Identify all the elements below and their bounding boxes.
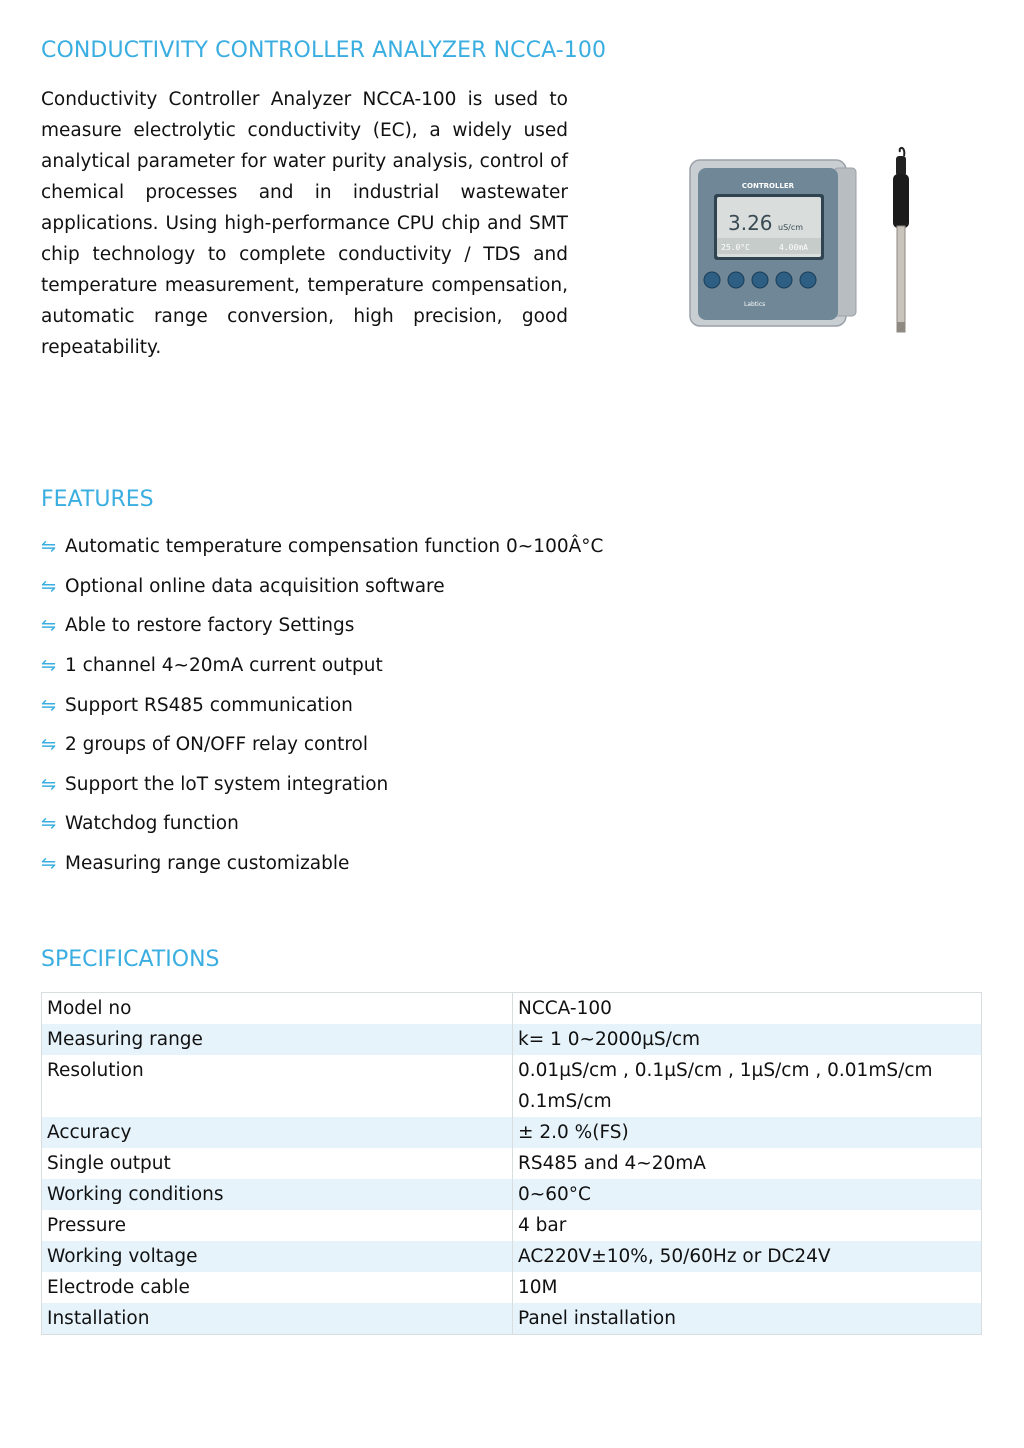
table-row <box>42 993 982 1025</box>
table-row <box>42 1024 982 1055</box>
table-row <box>42 1055 982 1117</box>
exchange-arrows-icon: ⇋ <box>41 615 57 637</box>
product-image <box>684 146 934 338</box>
spec-label: Working voltage <box>42 1241 513 1272</box>
feature-item <box>41 527 603 567</box>
feature-item <box>41 725 603 765</box>
feature-text: Support RS485 communication <box>65 694 353 716</box>
feature-text: Watchdog function <box>65 813 239 835</box>
features-heading: FEATURES <box>41 487 154 512</box>
spec-label: Pressure <box>42 1210 513 1241</box>
exchange-arrows-icon: ⇋ <box>41 773 57 795</box>
spec-value: ± 2.0 %(FS) <box>513 1117 982 1148</box>
table-row <box>42 1179 982 1210</box>
table-row <box>42 1303 982 1335</box>
spec-label: Measuring range <box>42 1024 513 1055</box>
feature-item <box>41 765 603 805</box>
feature-text: Able to restore factory Settings <box>65 615 355 637</box>
spec-label: Model no <box>42 993 513 1025</box>
feature-text: Automatic temperature compensation function 0~100Â°C <box>65 536 604 558</box>
feature-item <box>41 804 603 844</box>
spec-label: Installation <box>42 1303 513 1335</box>
features-list <box>41 527 603 883</box>
spec-label: Resolution <box>42 1055 513 1117</box>
exchange-arrows-icon: ⇋ <box>41 813 57 835</box>
spec-label: Working conditions <box>42 1179 513 1210</box>
display-unit: uS/cm <box>778 223 804 232</box>
spec-value: RS485 and 4~20mA <box>513 1148 982 1179</box>
exchange-arrows-icon: ⇋ <box>41 853 57 875</box>
spec-value: 10M <box>513 1272 982 1303</box>
spec-value: AC220V±10%, 50/60Hz or DC24V <box>513 1241 982 1272</box>
feature-text: 2 groups of ON/OFF relay control <box>65 734 368 756</box>
page-title: CONDUCTIVITY CONTROLLER ANALYZER NCCA-100 <box>41 38 607 63</box>
feature-item <box>41 567 603 607</box>
feature-item <box>41 844 603 884</box>
feature-text: Support the loT system integration <box>65 773 389 795</box>
spec-label: Accuracy <box>42 1117 513 1148</box>
exchange-arrows-icon: ⇋ <box>41 694 57 716</box>
spec-value: NCCA-100 <box>513 993 982 1025</box>
specifications-heading: SPECIFICATIONS <box>41 947 220 972</box>
display-value: 3.26 <box>728 211 773 235</box>
spec-value: 0~60°C <box>513 1179 982 1210</box>
device-brand-label: CONTROLLER <box>741 182 795 190</box>
exchange-arrows-icon: ⇋ <box>41 575 57 597</box>
table-row <box>42 1148 982 1179</box>
spec-value: Panel installation <box>513 1303 982 1335</box>
display-temp: 25.0°C <box>721 243 750 252</box>
feature-text: Optional online data acquisition software <box>65 575 445 597</box>
spec-value: 0.01µS/cm , 0.1µS/cm , 1µS/cm , 0.01mS/cm 0.1mS/cm <box>513 1055 982 1117</box>
exchange-arrows-icon: ⇋ <box>41 734 57 756</box>
device-logo: Labtics <box>744 301 766 308</box>
feature-item <box>41 606 603 646</box>
feature-item <box>41 685 603 725</box>
spec-value: k= 1 0~2000µS/cm <box>513 1024 982 1055</box>
table-row <box>42 1241 982 1272</box>
specifications-table <box>41 992 982 1335</box>
spec-label: Electrode cable <box>42 1272 513 1303</box>
table-row <box>42 1272 982 1303</box>
spec-value: 4 bar <box>513 1210 982 1241</box>
feature-item <box>41 646 603 686</box>
spec-label: Single output <box>42 1148 513 1179</box>
intro-paragraph: Conductivity Controller Analyzer NCCA-100 is used to measure electrolytic conductivity (EC), a widely used analytical parameter for water purity analysis, control of chemical processes and in industrial wastewater applications. Using high-performance CPU chip and SMT chip technology to complete conductivity / TDS and temperature measurement, temperature compensation, automatic range conversion, high precision, good repeatability. <box>41 89 568 358</box>
feature-text: 1 channel 4~20mA current output <box>65 655 383 677</box>
table-row <box>42 1117 982 1148</box>
exchange-arrows-icon: ⇋ <box>41 655 57 677</box>
table-row <box>42 1210 982 1241</box>
display-current: 4.00mA <box>779 243 808 252</box>
feature-text: Measuring range customizable <box>65 853 350 875</box>
exchange-arrows-icon: ⇋ <box>41 536 57 558</box>
